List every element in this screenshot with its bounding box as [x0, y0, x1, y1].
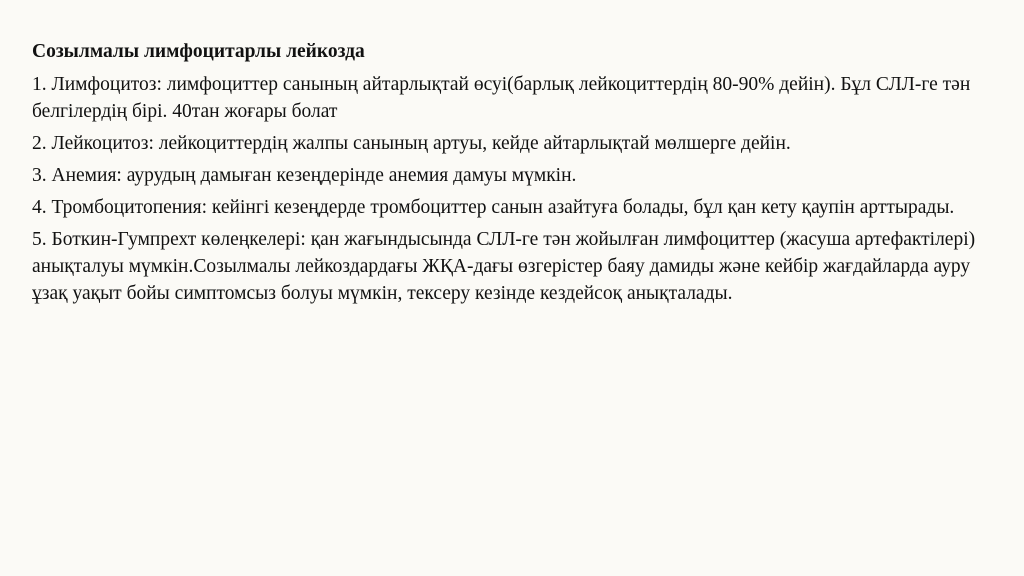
slide-content [32, 38, 992, 312]
paragraph-thrombocytopenia: 4. Тромбоцитопения: кейінгі кезеңдерде тромбоциттер санын азайтуға болады, бұл қан кету қаупін арттырады. [32, 197, 955, 218]
paragraph-leukocytosis: 2. Лейкоцитоз: лейкоциттердің жалпы санының артуы, кейде айтарлықтай мөлшерге дейін. [32, 133, 791, 154]
paragraph-anemia: 3. Анемия: аурудың дамыған кезеңдерінде анемия дамуы мүмкін. [32, 165, 577, 186]
paragraph-lymphocytosis: 1. Лимфоцитоз: лимфоциттер санының айтарлықтай өсуі(барлық лейкоциттердің 80-90% дейін). Бұл СЛЛ-ге тән белгілердің бірі. 40тан жоғары болат [32, 74, 971, 122]
slide-title: Созылмалы лимфоцитарлы лейкозда [32, 41, 365, 62]
paragraph-botkin-gumprecht: 5. Боткин-Гумпрехт көлеңкелері: қан жағындысында СЛЛ-ге тән жойылған лимфоциттер (жасуша артефактілері) анықталуы мүмкін.Созылмалы лейкоздардағы ЖҚА-дағы өзгерістер баяу дамиды және кейбір жағдайларда ауру ұзақ уақыт бойы симптомсыз болуы мүмкін, тексеру кезінде кездейсоқ анықталады. [32, 229, 976, 304]
